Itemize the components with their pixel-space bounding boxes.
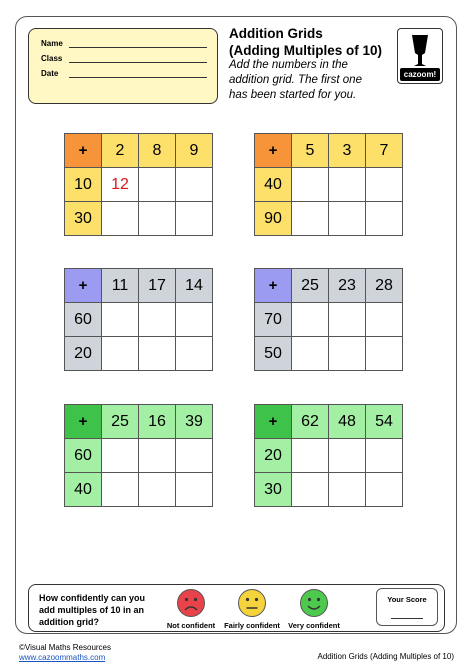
addition-grid (64, 268, 213, 371)
plus-sign: + (65, 405, 102, 439)
column-header: 48 (329, 405, 366, 439)
answer-cell[interactable] (139, 473, 176, 507)
column-header: 7 (366, 134, 403, 168)
glass-icon (399, 31, 441, 71)
row-header: 10 (65, 168, 102, 202)
column-header: 39 (176, 405, 213, 439)
student-info-box (28, 28, 218, 104)
column-header: 2 (102, 134, 139, 168)
answer-cell[interactable] (292, 473, 329, 507)
answer-cell[interactable] (292, 202, 329, 236)
date-label: Date (41, 69, 59, 78)
answer-cell[interactable] (366, 337, 403, 371)
score-label: Your Score (387, 595, 427, 604)
addition-grid (254, 268, 403, 371)
column-header: 11 (102, 269, 139, 303)
website-link[interactable]: www.cazoommaths.com (19, 653, 106, 662)
class-field[interactable] (69, 62, 207, 63)
column-header: 62 (292, 405, 329, 439)
answer-cell[interactable] (329, 168, 366, 202)
answer-cell[interactable] (292, 303, 329, 337)
answer-cell[interactable] (366, 303, 403, 337)
column-header: 25 (102, 405, 139, 439)
sad-face-icon[interactable] (176, 588, 206, 618)
logo-text: cazoom! (400, 68, 440, 81)
answer-cell[interactable] (292, 337, 329, 371)
row-header: 40 (255, 168, 292, 202)
column-header: 54 (366, 405, 403, 439)
answer-cell[interactable] (139, 303, 176, 337)
plus-sign: + (255, 405, 292, 439)
answer-cell[interactable] (329, 202, 366, 236)
answer-cell[interactable] (292, 439, 329, 473)
row-header: 20 (255, 439, 292, 473)
score-field[interactable] (391, 618, 423, 619)
answer-cell[interactable] (329, 439, 366, 473)
addition-grid (64, 133, 213, 236)
answer-cell[interactable] (329, 337, 366, 371)
answer-cell[interactable] (176, 303, 213, 337)
row-header: 30 (65, 202, 102, 236)
column-header: 14 (176, 269, 213, 303)
footer-title: Addition Grids (Adding Multiples of 10) (317, 652, 454, 661)
addition-grid (64, 404, 213, 507)
confidence-question: How confidently can you add multiples of 10 in an addition grid? (39, 593, 146, 627)
answer-cell[interactable] (102, 337, 139, 371)
answer-cell[interactable] (176, 337, 213, 371)
addition-grid (254, 404, 403, 507)
answer-cell[interactable] (366, 202, 403, 236)
column-header: 17 (139, 269, 176, 303)
plus-sign: + (255, 134, 292, 168)
row-header: 30 (255, 473, 292, 507)
answer-cell[interactable] (366, 473, 403, 507)
not-confident-label: Not confident (166, 621, 216, 630)
answer-cell[interactable] (139, 202, 176, 236)
answer-cell[interactable] (176, 439, 213, 473)
row-header: 60 (65, 439, 102, 473)
answer-cell[interactable] (139, 337, 176, 371)
name-field[interactable] (69, 47, 207, 48)
column-header: 8 (139, 134, 176, 168)
row-header: 50 (255, 337, 292, 371)
row-header: 90 (255, 202, 292, 236)
answer-cell[interactable] (176, 473, 213, 507)
column-header: 16 (139, 405, 176, 439)
instructions: Add the numbers in the addition grid. The first one has been started for you. (229, 59, 362, 101)
class-label: Class (41, 54, 63, 63)
cazoom-logo (397, 28, 443, 84)
answer-cell[interactable]: 12 (102, 168, 139, 202)
answer-cell[interactable] (139, 439, 176, 473)
column-header: 9 (176, 134, 213, 168)
very-confident-label: Very confident (288, 621, 340, 630)
column-header: 5 (292, 134, 329, 168)
confidence-box (28, 584, 445, 632)
row-header: 60 (65, 303, 102, 337)
answer-cell[interactable] (366, 439, 403, 473)
answer-cell[interactable] (329, 473, 366, 507)
row-header: 20 (65, 337, 102, 371)
answer-cell[interactable] (102, 202, 139, 236)
column-header: 3 (329, 134, 366, 168)
row-header: 40 (65, 473, 102, 507)
answer-cell[interactable] (102, 303, 139, 337)
answer-cell[interactable] (176, 168, 213, 202)
addition-grid (254, 133, 403, 236)
copyright-text: ©Visual Maths Resources (19, 643, 112, 652)
column-header: 23 (329, 269, 366, 303)
answer-cell[interactable] (102, 473, 139, 507)
answer-cell[interactable] (366, 168, 403, 202)
fairly-confident-label: Fairly confident (224, 621, 280, 630)
happy-face-icon[interactable] (299, 588, 329, 618)
answer-cell[interactable] (176, 202, 213, 236)
neutral-face-icon[interactable] (237, 588, 267, 618)
page-subtitle: (Adding Multiples of 10) (229, 43, 382, 58)
plus-sign: + (65, 134, 102, 168)
column-header: 25 (292, 269, 329, 303)
answer-cell[interactable] (139, 168, 176, 202)
score-box (376, 588, 438, 626)
name-label: Name (41, 39, 63, 48)
column-header: 28 (366, 269, 403, 303)
answer-cell[interactable] (102, 439, 139, 473)
answer-cell[interactable] (292, 168, 329, 202)
date-field[interactable] (69, 77, 207, 78)
row-header: 70 (255, 303, 292, 337)
plus-sign: + (65, 269, 102, 303)
answer-cell[interactable] (329, 303, 366, 337)
page-title: Addition Grids (229, 26, 323, 41)
plus-sign: + (255, 269, 292, 303)
